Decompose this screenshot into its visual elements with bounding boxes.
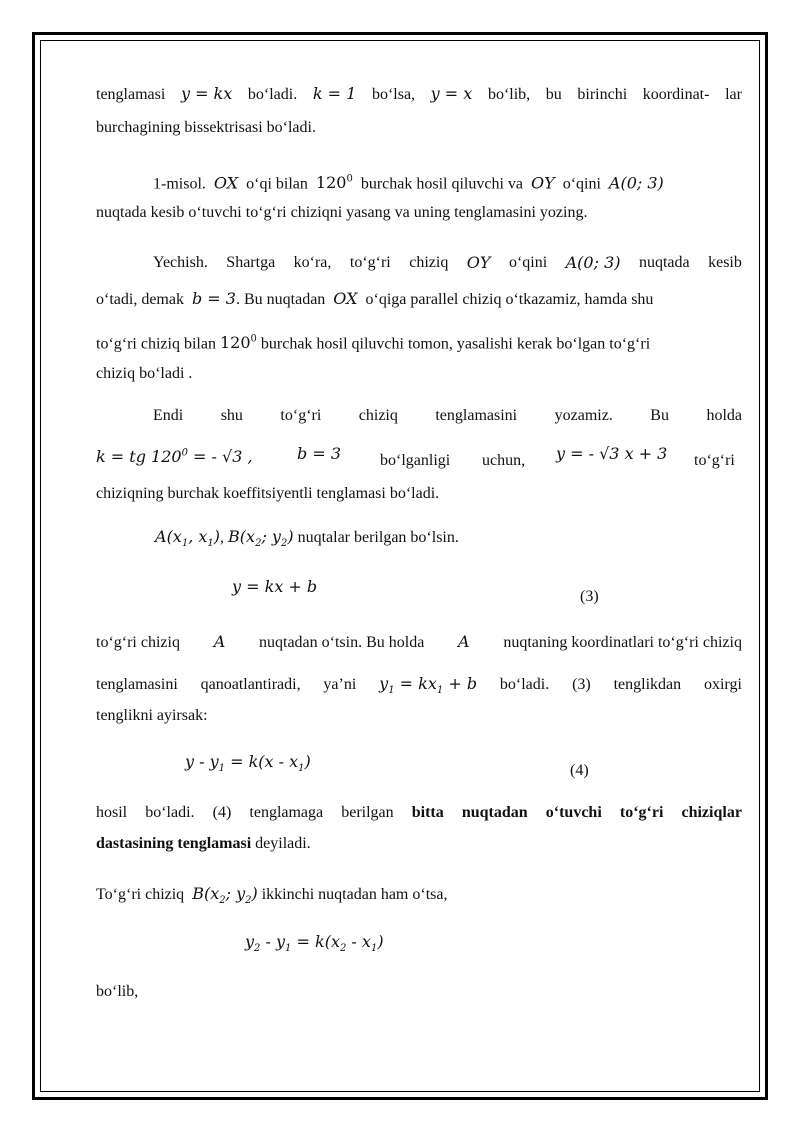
math-formula: y = kx bbox=[180, 84, 233, 103]
text: nuqtadan o‘tsin. Bu holda bbox=[259, 634, 425, 651]
math-formula: b = 3 bbox=[297, 444, 341, 463]
text: lar bbox=[725, 86, 742, 103]
math-formula: k = 1 bbox=[312, 84, 357, 103]
math-formula: $120^0$ bbox=[219, 333, 257, 353]
text: o‘qini bbox=[508, 254, 548, 271]
math-formula: OY bbox=[466, 253, 491, 272]
text: holda bbox=[706, 407, 742, 424]
text: o‘qiga parallel chiziq o‘tkazamiz, hamda shu bbox=[365, 291, 654, 308]
math-formula: A(0; 3) bbox=[608, 173, 664, 193]
text: ikkinchi nuqtadan ham o‘tsa, bbox=[261, 886, 448, 903]
point-b-formula: $B(x_2$; $y_2$) bbox=[228, 527, 294, 550]
text: o‘qi bilan bbox=[246, 175, 308, 193]
math-formula: b = 3 bbox=[191, 289, 236, 308]
equation-number: (3) bbox=[580, 588, 599, 605]
text: to‘g‘ri bbox=[694, 452, 735, 469]
text: . Bu nuqtadan bbox=[235, 291, 326, 308]
math-formula: OX bbox=[333, 289, 358, 308]
bold-term: dastasining tenglamasi bbox=[96, 835, 252, 852]
text: bo‘lsa, bbox=[371, 86, 416, 103]
math-formula: A bbox=[213, 632, 226, 651]
points-line bbox=[155, 527, 459, 554]
math-formula: k = tg $120^0$ = - √3 , bbox=[96, 447, 253, 467]
text: Endi bbox=[153, 407, 184, 424]
text: bu bbox=[545, 86, 562, 103]
text: tenglikdan bbox=[613, 676, 682, 693]
bold-term: o‘tuvchi bbox=[545, 804, 602, 821]
text: burchak hosil qiluvchi va bbox=[360, 175, 523, 193]
text: to‘g‘ri bbox=[349, 254, 391, 271]
math-formula: $y_1 = kx_1 + b$ bbox=[379, 674, 478, 697]
paragraph-line bbox=[153, 406, 742, 426]
text: chiziq bbox=[358, 407, 398, 424]
text: bo‘lib, bbox=[487, 86, 531, 103]
text: chiziq bbox=[409, 254, 449, 271]
text: To‘g‘ri chiziq bbox=[96, 886, 185, 903]
text: tenglamaga bbox=[249, 804, 324, 821]
text: tenglamasi bbox=[96, 86, 166, 103]
math-formula: OX bbox=[213, 173, 239, 193]
text: tenglamasini bbox=[96, 676, 178, 693]
text: o‘qini bbox=[562, 175, 601, 193]
paragraph-line bbox=[96, 834, 311, 854]
text: (4) bbox=[212, 804, 232, 821]
text: 1-misol. bbox=[153, 175, 206, 193]
text: nuqtaning koordinatlari to‘g‘ri chiziq bbox=[503, 634, 742, 651]
equation-3: y = kx + b bbox=[232, 577, 318, 596]
text: o‘tadi, demak bbox=[96, 291, 184, 308]
paragraph-line: chiziqning burchak koeffitsiyentli tenglamasi bo‘ladi. bbox=[96, 485, 440, 502]
page-border-inner bbox=[40, 40, 760, 1092]
math-formula: A bbox=[458, 632, 470, 651]
math-formula: $120^0$ bbox=[315, 173, 353, 193]
text: hosil bbox=[96, 804, 128, 821]
text: bo‘ladi. bbox=[247, 86, 298, 103]
math-formula: OY bbox=[531, 173, 555, 193]
paragraph-line: chiziq bo‘ladi . bbox=[96, 365, 193, 382]
text: Shartga bbox=[226, 254, 276, 271]
bold-term: chiziqlar bbox=[681, 804, 742, 821]
example-heading-line bbox=[153, 170, 664, 194]
text: koordinat- bbox=[642, 86, 710, 103]
text: Yechish. bbox=[153, 254, 208, 271]
text: uchun, bbox=[482, 452, 526, 469]
text: ya’ni bbox=[323, 676, 357, 693]
math-formula: y = - √3 x + 3 bbox=[556, 444, 668, 463]
equation-number: (4) bbox=[570, 762, 589, 779]
text: ko‘ra, bbox=[293, 254, 332, 271]
comma: , bbox=[220, 529, 225, 546]
text: nuqtada bbox=[638, 254, 690, 271]
text: kesib bbox=[708, 254, 742, 271]
text: to‘g‘ri chiziq bilan bbox=[96, 335, 216, 353]
text: to‘g‘ri bbox=[280, 407, 322, 424]
text: tenglamasini bbox=[435, 407, 518, 424]
paragraph-line: bo‘lib, bbox=[96, 983, 139, 1000]
text: berilgan bbox=[341, 804, 394, 821]
text: yozamiz. bbox=[554, 407, 613, 424]
math-formula: $B(x_2$; $y_2$) bbox=[192, 884, 258, 907]
math-formula: A(0; 3) bbox=[565, 253, 621, 272]
equation-4: $y - y_1 = k(x - x_1)$ bbox=[185, 752, 311, 775]
paragraph-line bbox=[96, 674, 742, 701]
paragraph-line bbox=[153, 253, 742, 273]
text: qanoatlantiradi, bbox=[200, 676, 301, 693]
text: nuqtalar berilgan bo‘lsin. bbox=[297, 529, 459, 546]
paragraph-line: tenglikni ayirsak: bbox=[96, 707, 208, 724]
paragraph-line bbox=[96, 289, 653, 310]
text: burchak hosil qiluvchi tomon, yasalishi kerak bo‘lgan to‘g‘ri bbox=[260, 335, 651, 353]
paragraph-line bbox=[96, 884, 447, 911]
paragraph-line: burchagining bissektrisasi bo‘ladi. bbox=[96, 119, 316, 136]
bold-term: nuqtadan bbox=[461, 804, 528, 821]
bold-term: bitta bbox=[411, 804, 444, 821]
equation-5: $y_2 - y_1 = k(x_2 - x_1)$ bbox=[245, 932, 384, 955]
text: Bu bbox=[650, 407, 669, 424]
text: to‘g‘ri chiziq bbox=[96, 634, 180, 651]
bold-term: to‘g‘ri bbox=[619, 804, 664, 821]
text: bo‘ladi. bbox=[145, 804, 195, 821]
math-formula: y = x bbox=[430, 84, 473, 103]
paragraph-line: nuqtada kesib o‘tuvchi to‘g‘ri chiziqni yasang va uning tenglamasini yozing. bbox=[96, 204, 588, 221]
text: shu bbox=[220, 407, 243, 424]
paragraph-line bbox=[96, 330, 650, 354]
point-a-formula: $A(x_1$, $x_1$) bbox=[155, 527, 221, 550]
text: birinchi bbox=[577, 86, 628, 103]
text: (3) bbox=[572, 676, 591, 693]
text: bo‘ladi. bbox=[499, 676, 550, 693]
paragraph-line bbox=[96, 632, 742, 653]
formula-line bbox=[96, 444, 253, 468]
text: bo‘lganligi bbox=[380, 452, 451, 469]
text: oxirgi bbox=[703, 676, 742, 693]
text: deyiladi. bbox=[251, 835, 311, 852]
paragraph-line bbox=[96, 84, 742, 105]
paragraph-line bbox=[96, 803, 742, 823]
